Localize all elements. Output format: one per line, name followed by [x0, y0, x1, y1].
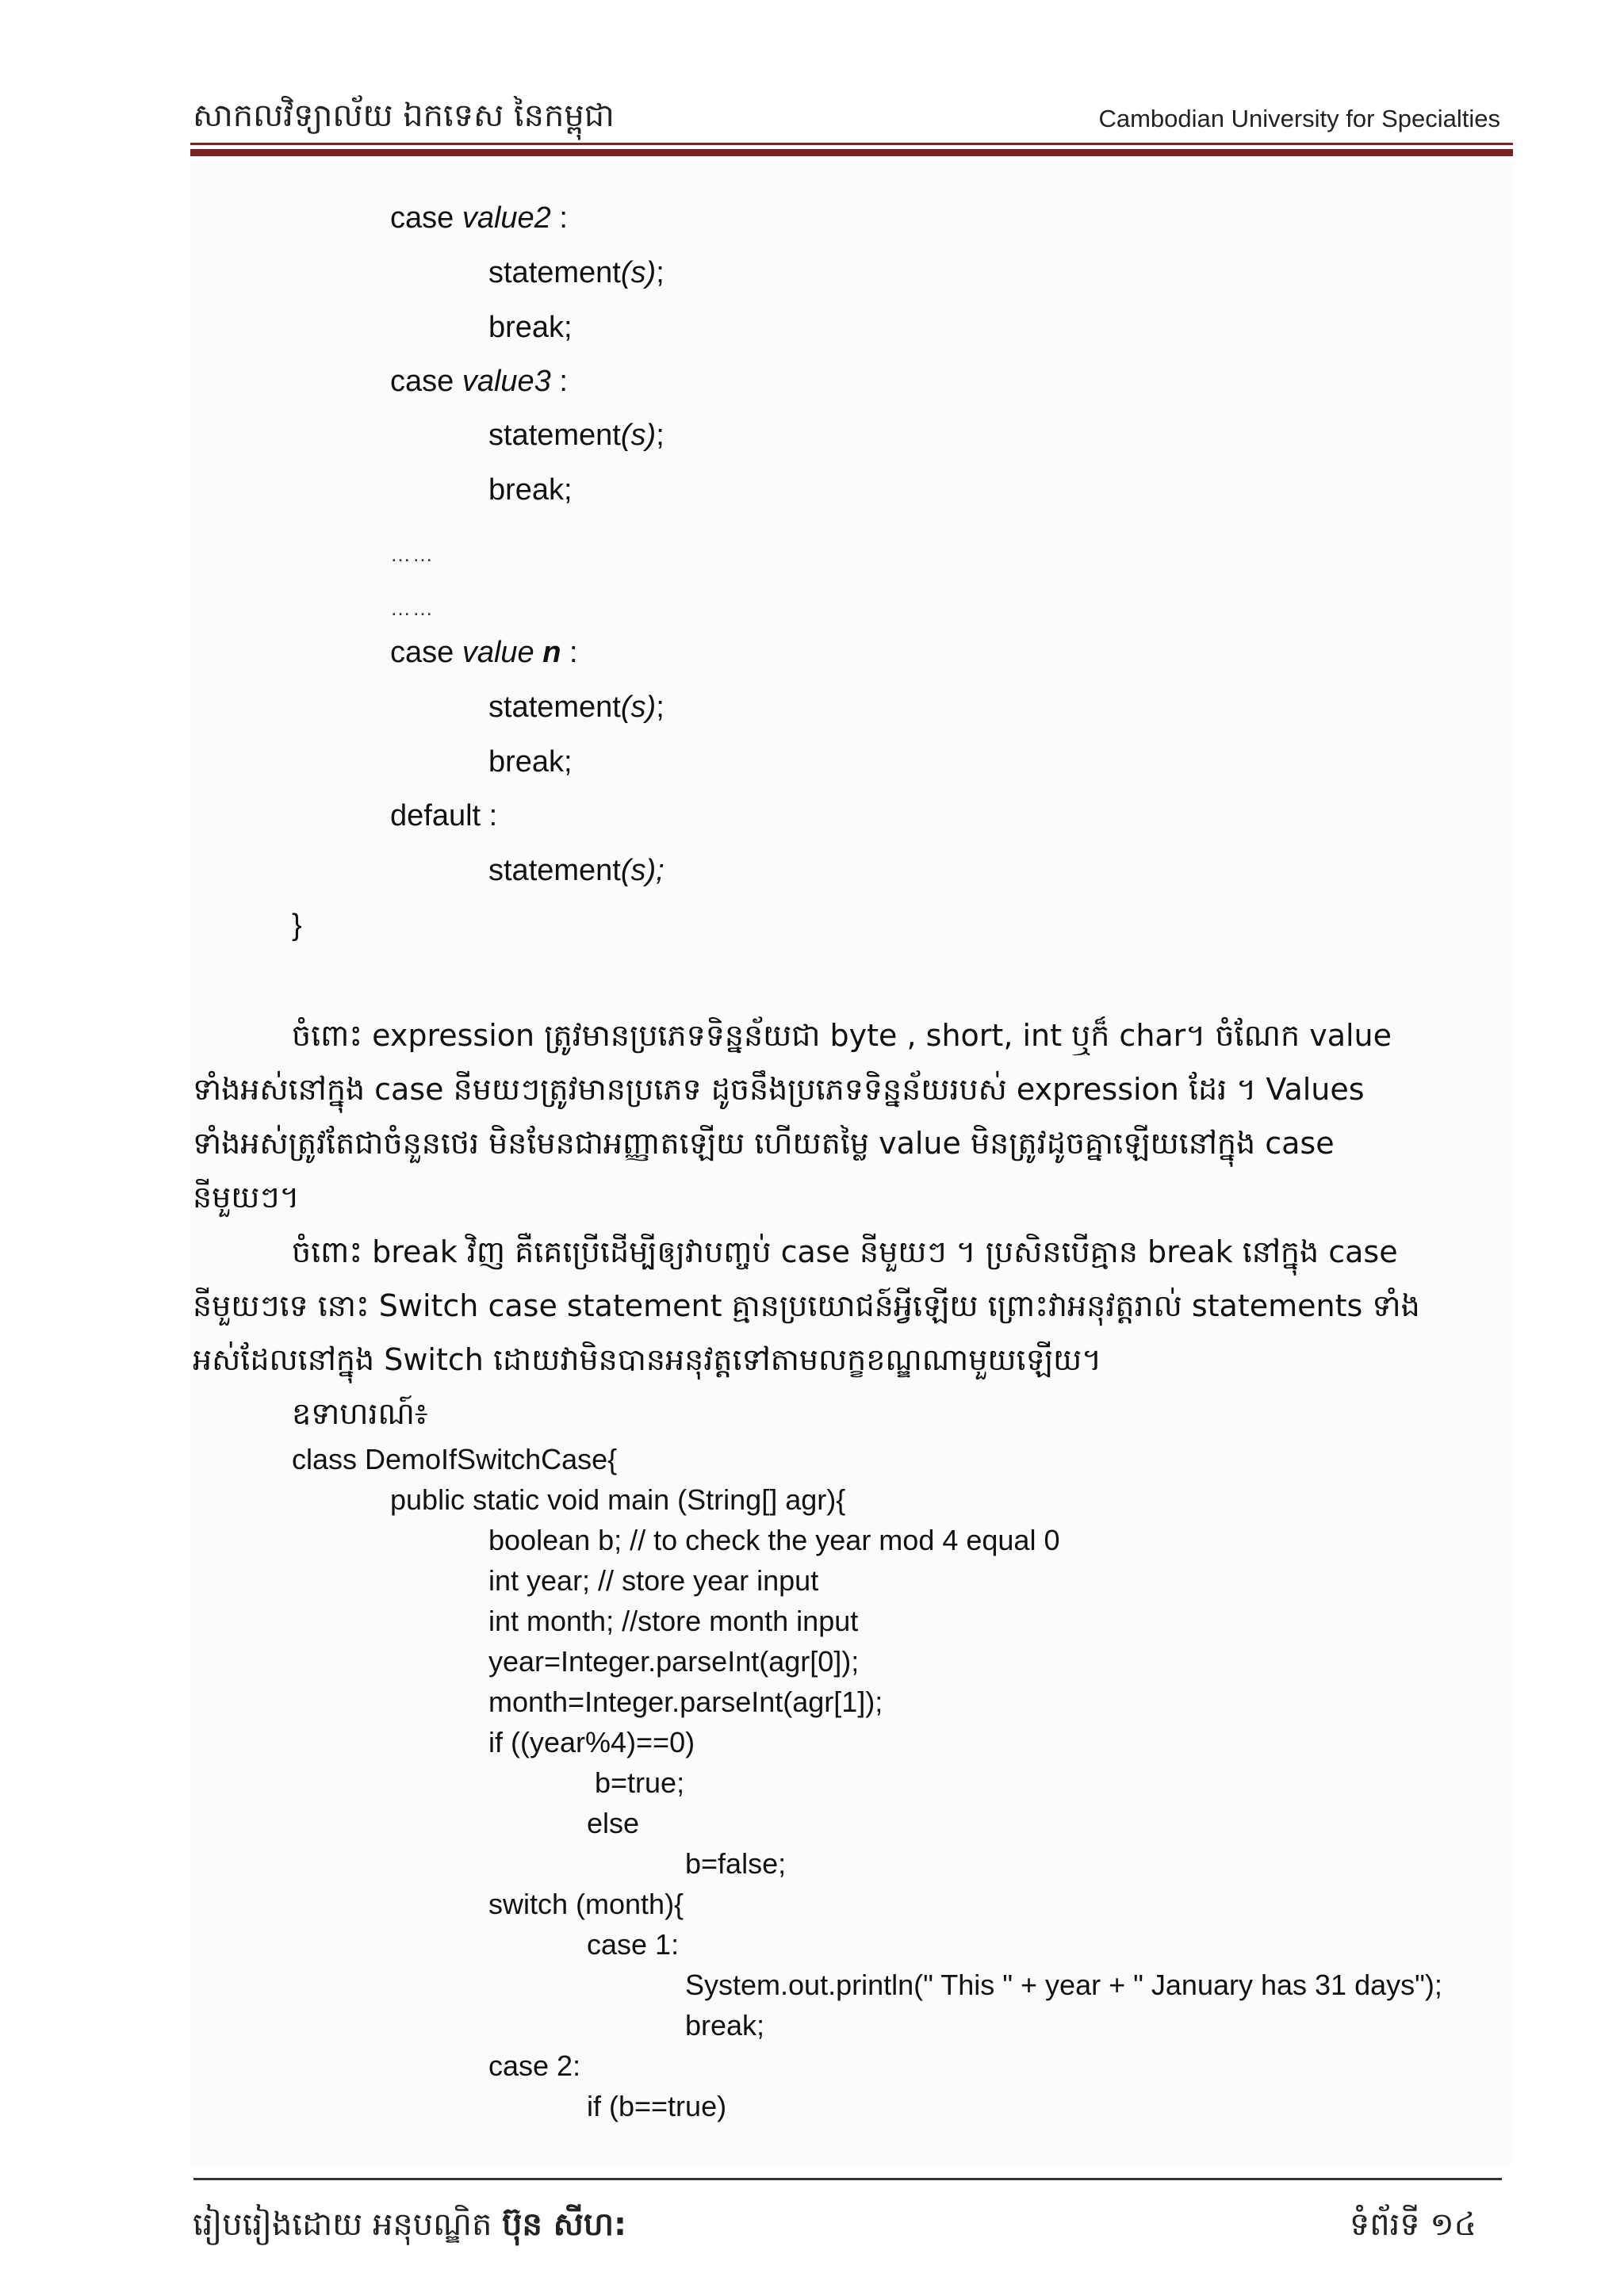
syntax-case-value-n: case value n : [390, 636, 578, 669]
code-line: int year; // store year input [488, 1564, 819, 1597]
code-line: public static void main (String[] agr){ [390, 1483, 846, 1516]
code-line: else [587, 1807, 640, 1839]
code-line: break; [685, 2009, 765, 2042]
code-line: b=false; [685, 1847, 787, 1880]
paragraph-line: នីមួយៗ។ [193, 1180, 300, 1215]
syntax-default: default : [390, 799, 498, 832]
syntax-case-value3: case value3 : [390, 365, 568, 398]
code-line: boolean b; // to check the year mod 4 equal 0 [488, 1524, 1060, 1556]
syntax-break: break; [488, 745, 573, 779]
header-rule-thick [190, 149, 1513, 156]
paragraph-line: អស់ដែលនៅក្នុង Switch ដោយវាមិនបានអនុវត្តទៅតាមលក្ខខណ្ឌណាមួយឡើយ។ [193, 1342, 1102, 1377]
code-line: if (b==true) [587, 2090, 727, 2122]
syntax-break: break; [488, 473, 573, 507]
code-line: int month; //store month input [488, 1605, 859, 1637]
paragraph-line: ចំពោះ expression ត្រូវមានប្រភេទទិន្នន័យជា byte , short, int ឬក៏ char។ ចំណែក value [292, 1018, 1392, 1053]
code-line: month=Integer.parseInt(agr[1]); [488, 1686, 883, 1718]
code-line: case 2: [488, 2049, 581, 2082]
syntax-statement-last: statement(s); [488, 854, 665, 887]
code-line: class DemoIfSwitchCase{ [292, 1443, 618, 1475]
paragraph-line: ចំពោះ break វិញ គឺគេប្រើដើម្បីឲ្យវាបញ្ចប់ case នីមួយៗ ។ ប្រសិនបើគ្មាន break នៅក្នុង case [292, 1234, 1398, 1269]
syntax-statement: statement(s); [488, 256, 665, 289]
header-university-english: Cambodian University for Specialties [1098, 105, 1500, 132]
code-line: switch (month){ [488, 1888, 684, 1920]
header-university-khmer: សាកលវិទ្យាល័យ ឯកទេស នៃកម្ពុជា [193, 98, 615, 134]
code-line: b=true; [587, 1766, 685, 1799]
code-line: System.out.println(" This " + year + " January has 31 days"); [685, 1969, 1442, 2001]
code-line: if ((year%4)==0) [488, 1726, 695, 1758]
code-line: year=Integer.parseInt(agr[0]); [488, 1645, 860, 1678]
syntax-statement: statement(s); [488, 419, 665, 452]
syntax-ellipsis: …… [390, 596, 435, 620]
footer-rule [193, 2178, 1502, 2180]
paragraph-line: ទាំងអស់នៅក្នុង case នីមយៗត្រូវមានប្រភេទ ដូចនឹងប្រភេទទិន្នន័យរបស់ expression ដែរ ។ Values [193, 1072, 1365, 1107]
code-line: case 1: [587, 1928, 680, 1961]
header-rule-thin [190, 143, 1513, 145]
footer-author: រៀបរៀងដោយ អនុបណ្ឌិត ប៊ុន សីហ: [193, 2206, 626, 2243]
paragraph-line: នីមួយៗទេ នោះ Switch case statement គ្មានប្រយោជន៍អ្វីឡើយ ព្រោះវាអនុវត្តរាល់ statements ទាំង [193, 1288, 1420, 1323]
syntax-break: break; [488, 311, 573, 344]
syntax-case-value2: case value2 : [390, 201, 568, 235]
footer-author-name: ប៊ុន សីហ: [502, 2206, 626, 2243]
syntax-statement: statement(s); [488, 691, 665, 724]
syntax-ellipsis: …… [390, 542, 435, 566]
paragraph-line: ទាំងអស់ត្រូវតែជាចំនួនថេរ មិនមែនជាអញ្ញាតឡើយ ហើយតម្លៃ value មិនត្រូវដូចគ្នាឡើយនៅក្នុង case [193, 1126, 1335, 1161]
footer-page-number: ទំព័រទី ១៤ [1349, 2206, 1477, 2243]
example-label: ឧទាហរណ៍៖ [292, 1396, 428, 1431]
syntax-close-brace: } [292, 909, 302, 942]
